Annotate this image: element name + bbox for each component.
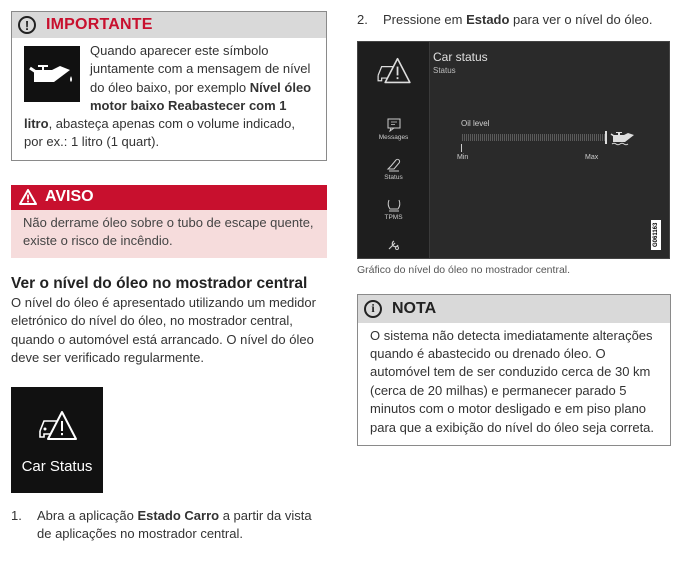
- max-label: Max: [585, 153, 599, 161]
- oil-can-warning-icon: [24, 46, 80, 102]
- aviso-box: [11, 185, 327, 258]
- image-code: G061163: [651, 220, 661, 250]
- step-1: 1. Abra a aplicação Estado Carro a partir da vista de aplicações no mostrador central.: [11, 507, 312, 542]
- car-warning-icon: [38, 409, 78, 443]
- min-tick: [461, 144, 462, 152]
- sidebar-item-car-status[interactable]: [358, 56, 429, 88]
- warning-triangle-icon: [19, 189, 37, 205]
- nota-title: NOTA: [392, 299, 437, 317]
- oil-can-icon: [610, 128, 636, 146]
- exclamation-icon: !: [18, 16, 36, 34]
- section-paragraph: O nível do óleo é apresentado utilizando um medidor eletrónico do nível do óleo, no mostrador central, quando o automóvel está arrancado. O nível do óleo deve ser verificado regularmente.: [11, 294, 316, 366]
- oil-level-marker: [605, 131, 607, 144]
- oil-level-label: Oil level: [461, 118, 490, 128]
- section-title: Ver o nível do óleo no mostrador central: [11, 274, 308, 292]
- left-column: [11, 11, 327, 544]
- aviso-text: Não derrame óleo sobre o tubo de escape quente, existe o risco de incêndio.: [11, 210, 327, 258]
- nota-header: [358, 295, 670, 323]
- tire-pressure-icon: [386, 198, 402, 212]
- sidebar-divider: [429, 42, 430, 258]
- screen-title: Car status: [433, 49, 488, 64]
- screen-subtitle: Status: [433, 65, 456, 75]
- aviso-title: AVISO: [45, 188, 94, 206]
- nota-text: O sistema não detecta imediatamente alterações quando é abastecido ou drenado óleo. O automóvel tem de ser conduzido cerca de 30 km (cerca de 20 milhas) e permanecer parado 5 minutos com o motor desligado e em piso plano para que a exibição do nível do óleo seja correta.: [370, 327, 655, 435]
- sidebar-item-messages[interactable]: Messages: [358, 118, 429, 141]
- center-display-screen: [357, 41, 670, 259]
- car-status-app-label: Car Status: [21, 457, 93, 475]
- status-icon: [386, 158, 402, 172]
- oil-level-gauge: [462, 134, 606, 141]
- service-icon: [386, 238, 402, 252]
- sidebar-item-service[interactable]: [358, 238, 429, 254]
- right-column: [357, 11, 671, 446]
- screen-sidebar: [358, 42, 429, 258]
- importante-title: IMPORTANTE: [46, 16, 153, 33]
- sidebar-item-tpms[interactable]: TPMS: [358, 198, 429, 221]
- car-warning-icon: [373, 56, 415, 86]
- importante-body: Quando aparecer este símbolo juntamente com a mensagem de nível do óleo baixo, por exemplo Nível óleo motor baixo Reabastecer com 1 litro, abasteça apenas com o volume indicado, por ex.: 1 litro (1 quart).: [24, 43, 312, 150]
- info-icon: i: [364, 300, 382, 318]
- figure-caption: Gráfico do nível do óleo no mostrador central.: [357, 263, 571, 276]
- messages-icon: [386, 118, 402, 132]
- sidebar-item-status[interactable]: Status: [358, 158, 429, 181]
- min-label: Min: [457, 153, 469, 161]
- importante-header: [12, 12, 326, 38]
- nota-box: [357, 294, 671, 446]
- aviso-header: [11, 185, 327, 210]
- step-2: 2. Pressione em Estado para ver o nível do óleo.: [357, 12, 653, 27]
- car-status-app-tile[interactable]: [11, 387, 103, 493]
- importante-box: [11, 11, 327, 161]
